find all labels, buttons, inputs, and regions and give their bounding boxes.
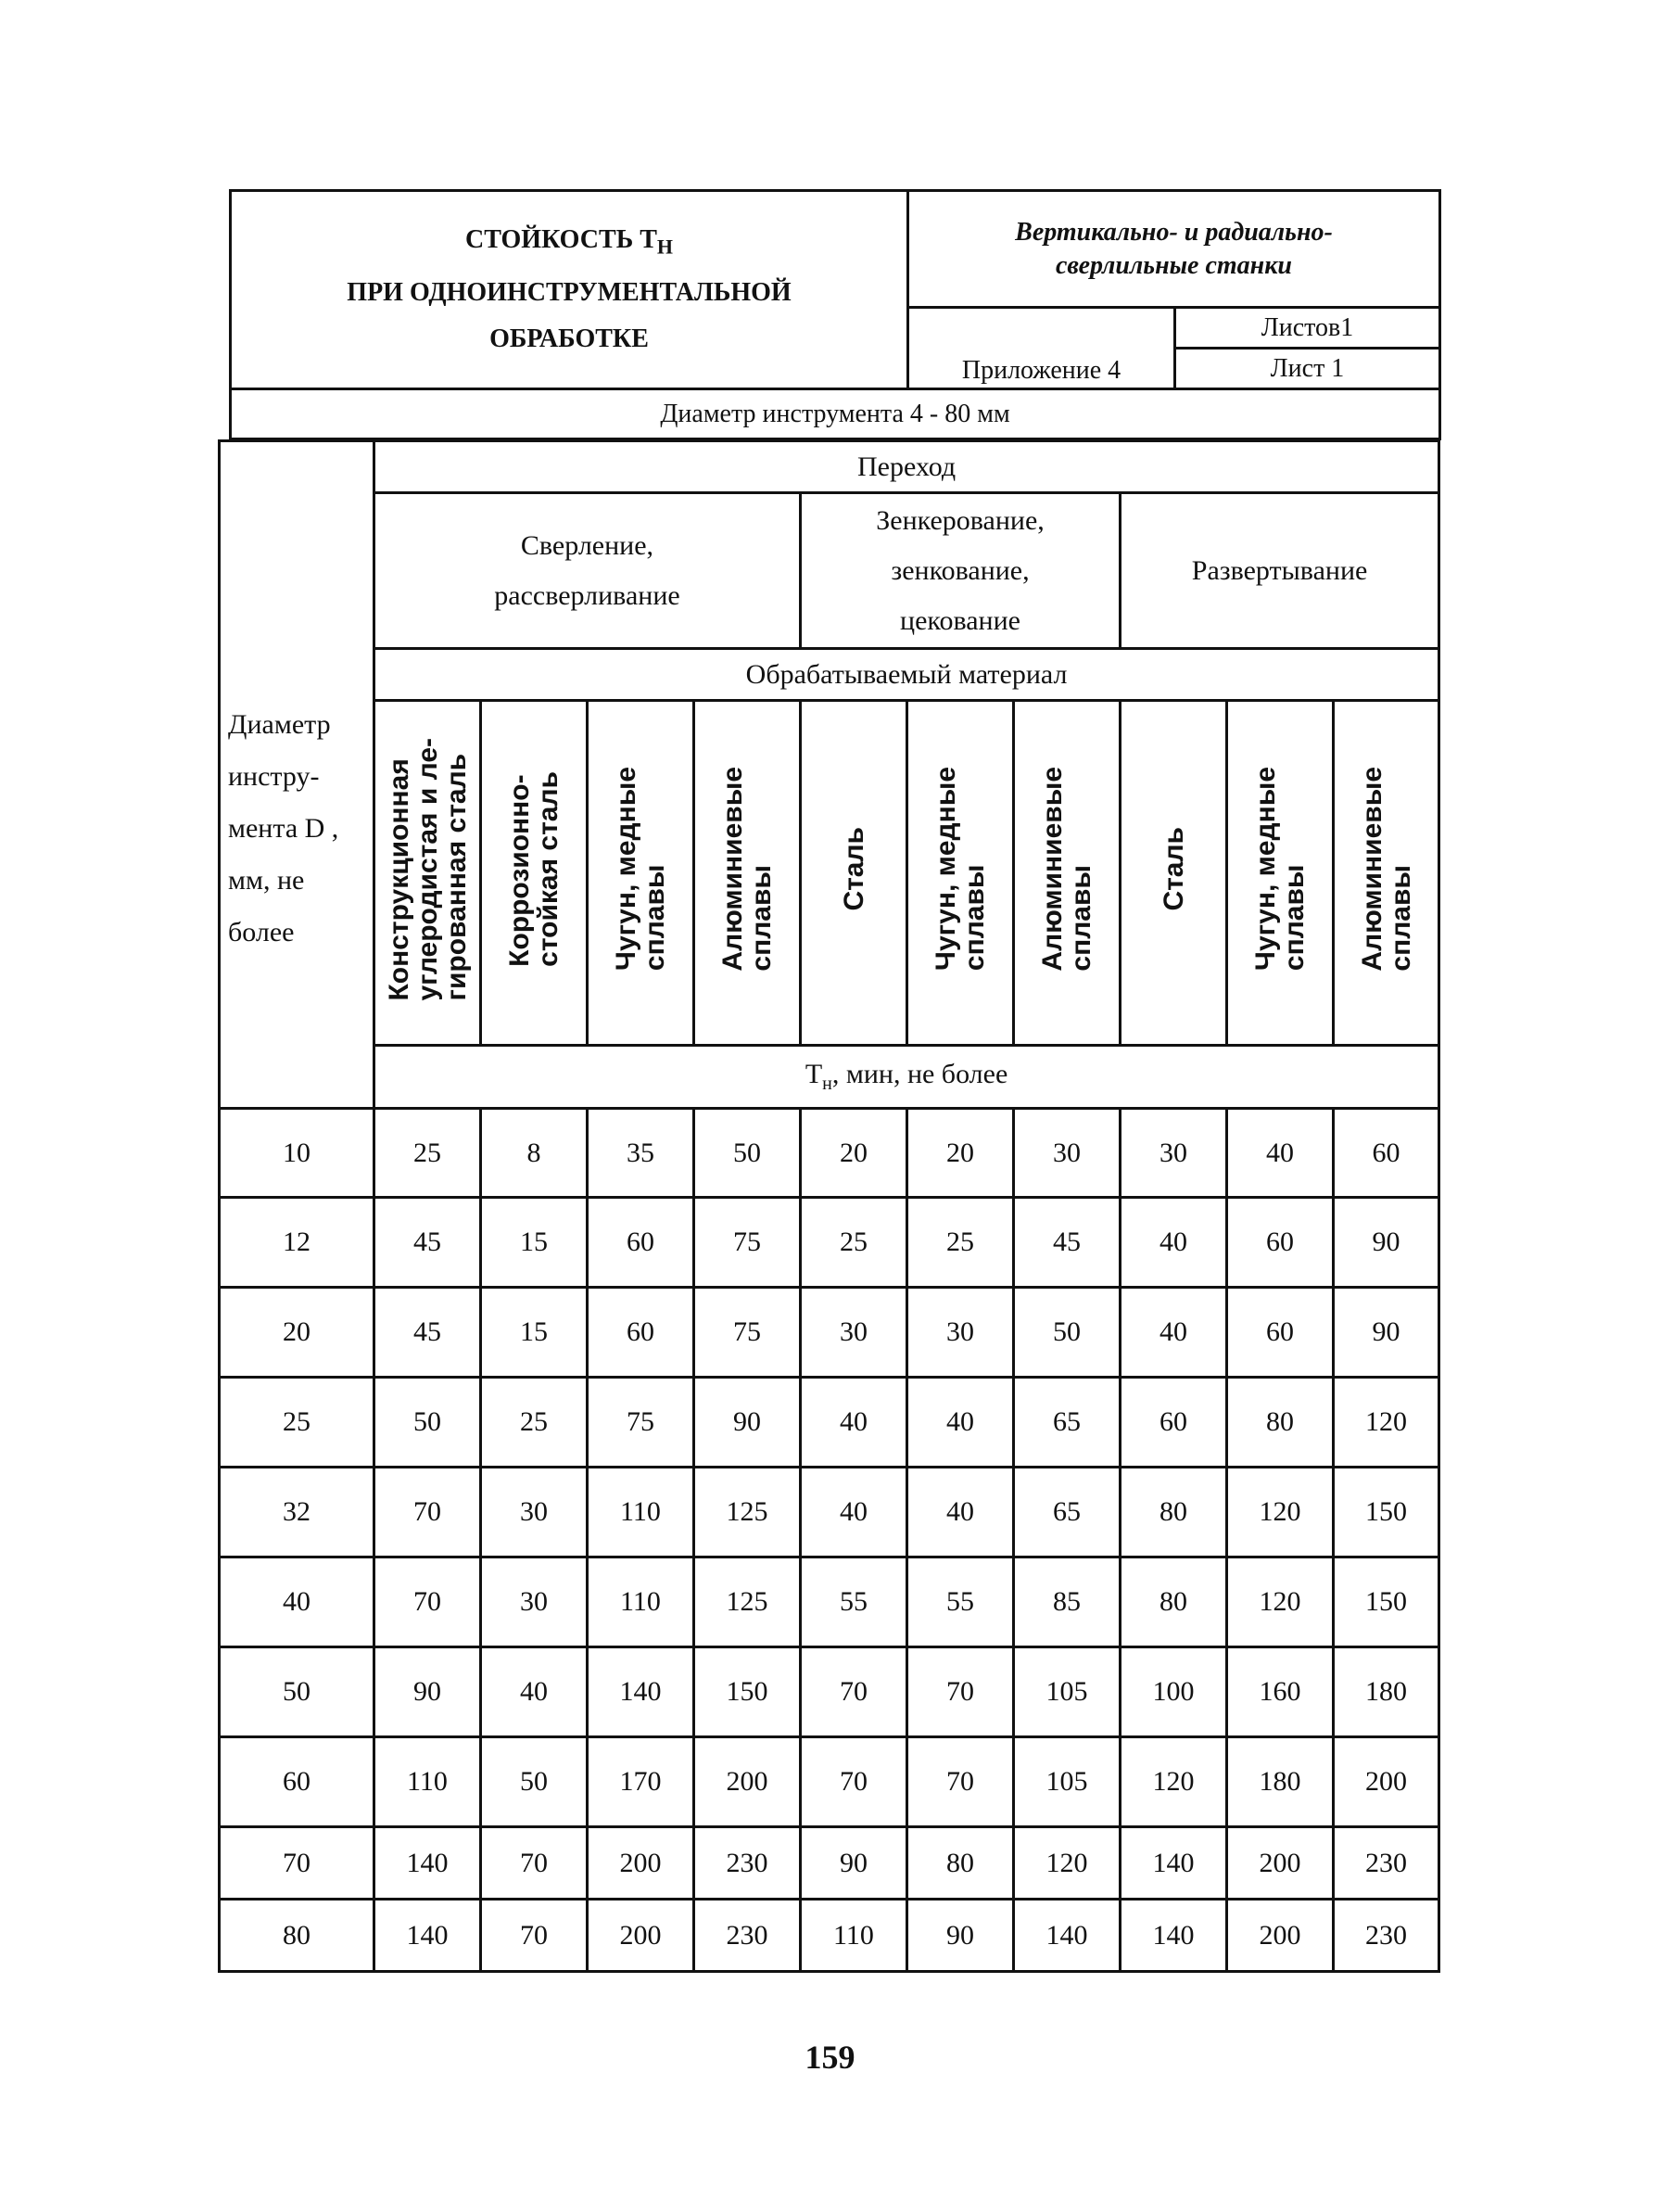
- material-header-8: Сталь: [1121, 701, 1227, 1046]
- diameter-cell: 40: [220, 1557, 374, 1647]
- material-header-6: Чугун, медные сплавы: [907, 701, 1014, 1046]
- diameter-cell: 80: [220, 1900, 374, 1972]
- diameter-cell: 32: [220, 1468, 374, 1557]
- title-line-3: ОБРАБОТКЕ: [489, 324, 649, 354]
- value-cell: 30: [1014, 1109, 1121, 1198]
- value-cell: 40: [1121, 1288, 1227, 1378]
- value-cell: 15: [481, 1288, 588, 1378]
- value-cell: 35: [588, 1109, 694, 1198]
- value-cell: 110: [588, 1557, 694, 1647]
- value-cell: 75: [694, 1288, 801, 1378]
- value-cell: 90: [801, 1827, 907, 1900]
- value-cell: 85: [1014, 1557, 1121, 1647]
- diameter-cell: 25: [220, 1378, 374, 1468]
- value-cell: 15: [481, 1198, 588, 1288]
- operation-reaming: Развертывание: [1121, 493, 1439, 649]
- diameter-range: Диаметр инструмента 4 - 80 мм: [231, 389, 1440, 439]
- value-cell: 105: [1014, 1647, 1121, 1737]
- value-cell: 30: [481, 1557, 588, 1647]
- value-cell: 110: [374, 1737, 481, 1827]
- value-cell: 120: [1227, 1468, 1334, 1557]
- value-cell: 45: [1014, 1198, 1121, 1288]
- transition-header: Переход: [374, 441, 1439, 493]
- value-cell: 170: [588, 1737, 694, 1827]
- value-cell: 70: [374, 1468, 481, 1557]
- material-header: Обрабатываемый материал: [374, 649, 1439, 701]
- value-cell: 230: [694, 1900, 801, 1972]
- material-header-4: Алюминиевые сплавы: [694, 701, 801, 1046]
- value-cell: 180: [1334, 1647, 1439, 1737]
- value-cell: 150: [1334, 1557, 1439, 1647]
- value-cell: 200: [588, 1827, 694, 1900]
- value-cell: 150: [694, 1647, 801, 1737]
- value-cell: 75: [588, 1378, 694, 1468]
- value-cell: 110: [588, 1468, 694, 1557]
- material-header-7: Алюминиевые сплавы: [1014, 701, 1121, 1046]
- diameter-cell: 10: [220, 1109, 374, 1198]
- value-cell: 40: [1227, 1109, 1334, 1198]
- value-cell: 60: [588, 1288, 694, 1378]
- value-cell: 80: [907, 1827, 1014, 1900]
- unit-header: $Т_н$, мин, не более: [374, 1046, 1439, 1109]
- value-cell: 230: [694, 1827, 801, 1900]
- value-cell: 50: [374, 1378, 481, 1468]
- diameter-cell: 20: [220, 1288, 374, 1378]
- operation-countersinking: Зенкерование, зенкование, цекование: [801, 493, 1121, 649]
- table-row: [220, 1557, 1439, 1647]
- value-cell: 140: [588, 1647, 694, 1737]
- value-cell: 40: [801, 1468, 907, 1557]
- diameter-column-header: Диаметр инстру- мента D , мм, не более: [220, 441, 374, 1109]
- value-cell: 200: [694, 1737, 801, 1827]
- value-cell: 80: [1121, 1557, 1227, 1647]
- value-cell: 125: [694, 1557, 801, 1647]
- value-cell: 40: [1121, 1198, 1227, 1288]
- value-cell: 70: [801, 1647, 907, 1737]
- value-cell: 60: [588, 1198, 694, 1288]
- value-cell: 50: [694, 1109, 801, 1198]
- value-cell: 30: [801, 1288, 907, 1378]
- sheets-count: Листов1: [1175, 308, 1440, 349]
- value-cell: 70: [907, 1647, 1014, 1737]
- value-cell: 90: [907, 1900, 1014, 1972]
- value-cell: 120: [1014, 1827, 1121, 1900]
- value-cell: 40: [481, 1647, 588, 1737]
- value-cell: 105: [1014, 1737, 1121, 1827]
- material-header-3: Чугун, медные сплавы: [588, 701, 694, 1046]
- value-cell: 60: [1227, 1288, 1334, 1378]
- value-cell: 140: [374, 1827, 481, 1900]
- table-row: [220, 1198, 1439, 1288]
- value-cell: 200: [588, 1900, 694, 1972]
- value-cell: 120: [1334, 1378, 1439, 1468]
- table-row: [220, 1647, 1439, 1737]
- value-cell: 160: [1227, 1647, 1334, 1737]
- value-cell: 45: [374, 1288, 481, 1378]
- value-cell: 25: [907, 1198, 1014, 1288]
- value-cell: 80: [1121, 1468, 1227, 1557]
- table-row: [220, 1378, 1439, 1468]
- value-cell: 200: [1227, 1900, 1334, 1972]
- value-cell: 140: [1014, 1900, 1121, 1972]
- value-cell: 20: [907, 1109, 1014, 1198]
- value-cell: 8: [481, 1109, 588, 1198]
- value-cell: 60: [1227, 1198, 1334, 1288]
- machine-type-line-2: сверлильные станки: [1056, 250, 1292, 280]
- value-cell: 30: [1121, 1109, 1227, 1198]
- table-row: [220, 1468, 1439, 1557]
- diameter-cell: 50: [220, 1647, 374, 1737]
- operation-drilling: Сверление, рассверливание: [374, 493, 801, 649]
- value-cell: 140: [1121, 1900, 1227, 1972]
- value-cell: 70: [801, 1737, 907, 1827]
- value-cell: 65: [1014, 1468, 1121, 1557]
- material-header-9: Чугун, медные сплавы: [1227, 701, 1334, 1046]
- value-cell: 90: [694, 1378, 801, 1468]
- table-row: [220, 1109, 1439, 1198]
- value-cell: 30: [907, 1288, 1014, 1378]
- value-cell: 30: [481, 1468, 588, 1557]
- value-cell: 55: [907, 1557, 1014, 1647]
- value-cell: 40: [801, 1378, 907, 1468]
- tool-life-table: [218, 439, 1440, 1973]
- value-cell: 60: [1121, 1378, 1227, 1468]
- material-header-10: Алюминиевые сплавы: [1334, 701, 1439, 1046]
- diameter-cell: 70: [220, 1827, 374, 1900]
- machine-type-line-1: Вертикально- и радиально-: [1015, 217, 1333, 247]
- diameter-cell: 12: [220, 1198, 374, 1288]
- value-cell: 50: [481, 1737, 588, 1827]
- material-header-5: Сталь: [801, 701, 907, 1046]
- value-cell: 80: [1227, 1378, 1334, 1468]
- table-row: [220, 1737, 1439, 1827]
- value-cell: 125: [694, 1468, 801, 1557]
- value-cell: 200: [1334, 1737, 1439, 1827]
- machine-type: [908, 191, 1440, 308]
- value-cell: 40: [907, 1378, 1014, 1468]
- value-cell: 40: [907, 1468, 1014, 1557]
- value-cell: 25: [801, 1198, 907, 1288]
- page-number: 159: [805, 2039, 855, 2076]
- value-cell: 25: [481, 1378, 588, 1468]
- value-cell: 70: [374, 1557, 481, 1647]
- title-line-1: СТОЙКОСТЬ $Т_Н$: [464, 224, 674, 259]
- value-cell: 230: [1334, 1900, 1439, 1972]
- title-subscript: Н: [656, 235, 674, 259]
- value-cell: 140: [1121, 1827, 1227, 1900]
- value-cell: 180: [1227, 1737, 1334, 1827]
- value-cell: 90: [374, 1647, 481, 1737]
- value-cell: 200: [1227, 1827, 1334, 1900]
- value-cell: 90: [1334, 1198, 1439, 1288]
- document-frame: [229, 189, 1438, 1950]
- value-cell: 110: [801, 1900, 907, 1972]
- value-cell: 140: [374, 1900, 481, 1972]
- value-cell: 20: [801, 1109, 907, 1198]
- sheet-number: Лист 1: [1175, 349, 1440, 389]
- table-row: [220, 1827, 1439, 1900]
- value-cell: 55: [801, 1557, 907, 1647]
- diameter-cell: 60: [220, 1737, 374, 1827]
- material-header-1: Конструкционная углеродистая и ле- гированная сталь: [374, 701, 481, 1046]
- value-cell: 120: [1121, 1737, 1227, 1827]
- value-cell: 230: [1334, 1827, 1439, 1900]
- value-cell: 90: [1334, 1288, 1439, 1378]
- title-line-2: ПРИ ОДНОИНСТРУМЕНТАЛЬНОЙ: [347, 278, 792, 308]
- value-cell: 60: [1334, 1109, 1439, 1198]
- value-cell: 25: [374, 1109, 481, 1198]
- value-cell: 50: [1014, 1288, 1121, 1378]
- value-cell: 70: [481, 1900, 588, 1972]
- table-row: [220, 1288, 1439, 1378]
- value-cell: 65: [1014, 1378, 1121, 1468]
- value-cell: 75: [694, 1198, 801, 1288]
- value-cell: 70: [481, 1827, 588, 1900]
- value-cell: 45: [374, 1198, 481, 1288]
- value-cell: 120: [1227, 1557, 1334, 1647]
- appendix-label: Приложение 4: [908, 308, 1175, 389]
- table-row: [220, 1900, 1439, 1972]
- header-table: [229, 189, 1441, 440]
- material-header-2: Коррозионно- стойкая сталь: [481, 701, 588, 1046]
- value-cell: 100: [1121, 1647, 1227, 1737]
- document-title: [231, 191, 908, 389]
- value-cell: 150: [1334, 1468, 1439, 1557]
- value-cell: 70: [907, 1737, 1014, 1827]
